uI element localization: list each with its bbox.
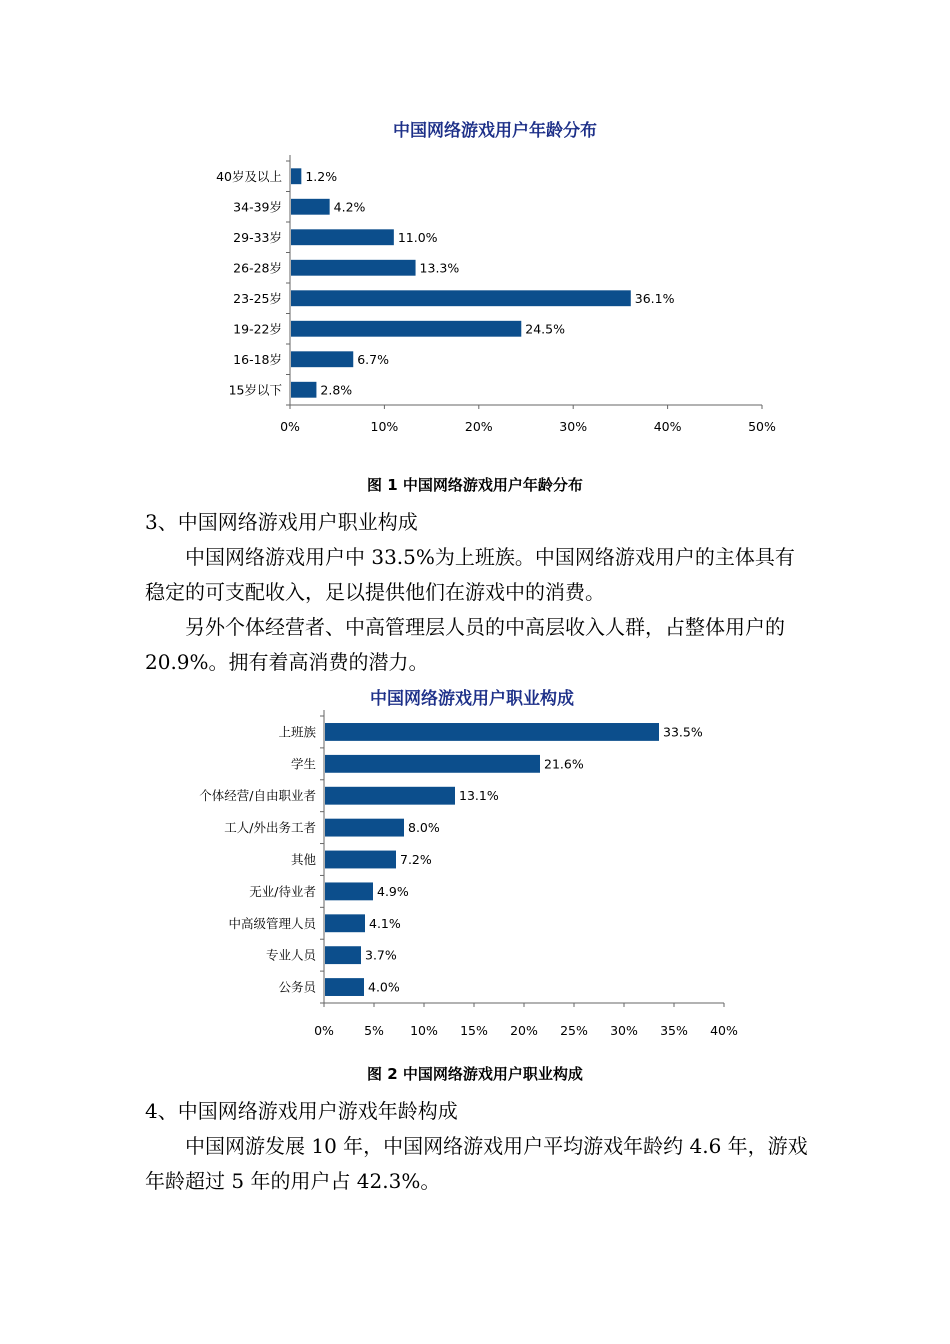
value-label: 13.1% [459, 788, 499, 804]
bar [325, 882, 373, 900]
bar [291, 260, 416, 276]
x-tick-label: 10% [370, 419, 399, 434]
bar [291, 321, 521, 337]
x-tick-label: 40% [653, 419, 682, 434]
section-3-paragraph-2: 另外个体经营者、中高管理层人员的中高层收入人群，占整体用户的 20.9%。拥有着高消费的潜力。 [145, 615, 785, 674]
bar [325, 946, 361, 964]
category-label: 个体经营/自由职业者 [199, 788, 316, 804]
chart-title: 中国网络游戏用户职业构成 [370, 689, 574, 709]
bar [291, 199, 330, 215]
age-distribution-chart [0, 110, 950, 450]
category-label: 上班族 [278, 724, 316, 740]
bar [325, 819, 404, 837]
value-label: 11.0% [397, 229, 438, 245]
value-label: 4.1% [369, 915, 401, 931]
value-label: 24.5% [525, 321, 565, 337]
value-label: 13.3% [419, 260, 460, 276]
value-label: 4.9% [377, 883, 409, 899]
value-label: 21.6% [544, 756, 584, 772]
value-label: 36.1% [634, 290, 675, 306]
bar [325, 851, 396, 869]
section-3 [145, 505, 810, 680]
bar [325, 787, 455, 805]
category-label: 16-18岁 [233, 351, 282, 367]
category-label: 19-22岁 [233, 321, 282, 337]
chart-title: 中国网络游戏用户年龄分布 [393, 121, 597, 141]
category-label: 23-25岁 [233, 290, 282, 306]
x-tick-label: 40% [710, 1023, 738, 1038]
x-tick-label: 20% [510, 1023, 538, 1038]
value-label: 6.7% [357, 351, 390, 367]
x-tick-label: 35% [660, 1023, 688, 1038]
section-3-heading: 3、中国网络游戏用户职业构成 [145, 510, 418, 534]
value-label: 4.2% [333, 199, 366, 215]
category-label: 其他 [290, 852, 316, 867]
category-label: 中高级管理人员 [228, 915, 316, 931]
value-label: 1.2% [305, 168, 338, 184]
category-label: 15岁以下 [228, 382, 282, 398]
x-tick-label: 50% [748, 419, 776, 434]
category-label: 40岁及以上 [216, 168, 282, 184]
x-tick-label: 10% [410, 1023, 438, 1038]
bar [291, 382, 316, 398]
bar [291, 229, 394, 245]
x-tick-label: 0% [280, 419, 300, 434]
category-label: 工人/外出务工者 [224, 820, 316, 836]
x-tick-label: 30% [559, 419, 588, 434]
value-label: 8.0% [408, 820, 440, 836]
category-label: 公务员 [278, 979, 316, 995]
section-4-paragraph-1: 中国网游发展 10 年，中国网络游戏用户平均游戏年龄约 4.6 年，游戏年龄超过 5 年的用户占 42.3%。 [145, 1134, 808, 1193]
category-label: 学生 [290, 756, 316, 772]
section-4-heading: 4、中国网络游戏用户游戏年龄构成 [145, 1099, 458, 1123]
bar [291, 168, 301, 184]
figure-1-caption: 图 1 中国网络游戏用户年龄分布 [367, 476, 583, 494]
value-label: 4.0% [368, 979, 400, 995]
section-3-paragraph-1: 中国网络游戏用户中 33.5%为上班族。中国网络游戏用户的主体具有稳定的可支配收入，足以提供他们在游戏中的消费。 [145, 545, 795, 604]
age-distribution-svg [0, 110, 950, 450]
bar [325, 755, 540, 773]
occupation-svg [0, 680, 950, 1050]
category-label: 26-28岁 [233, 260, 282, 276]
category-label: 34-39岁 [233, 199, 282, 215]
x-tick-label: 15% [460, 1023, 488, 1038]
occupation-chart [0, 680, 950, 1050]
category-label: 29-33岁 [233, 229, 282, 245]
bar [325, 723, 659, 741]
x-tick-label: 20% [464, 419, 493, 434]
category-label: 无业/待业者 [249, 883, 316, 899]
section-4 [145, 1094, 810, 1199]
category-label: 专业人员 [265, 947, 316, 963]
x-tick-label: 25% [560, 1023, 588, 1038]
x-tick-label: 0% [314, 1023, 334, 1038]
value-label: 7.2% [400, 852, 432, 867]
x-tick-label: 30% [610, 1023, 638, 1038]
bar [325, 914, 365, 932]
figure-2-caption: 图 2 中国网络游戏用户职业构成 [367, 1065, 583, 1083]
x-tick-label: 5% [364, 1023, 384, 1038]
bar [325, 978, 364, 996]
bar [291, 351, 353, 367]
bar [291, 290, 631, 306]
value-label: 33.5% [663, 724, 703, 740]
value-label: 3.7% [365, 947, 397, 963]
value-label: 2.8% [320, 382, 353, 398]
